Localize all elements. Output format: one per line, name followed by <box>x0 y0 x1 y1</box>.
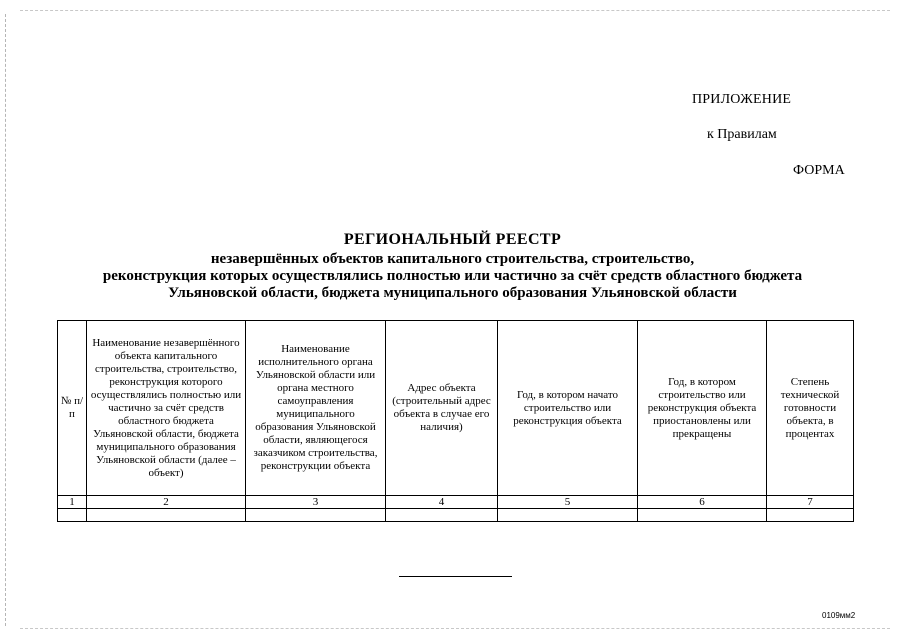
page-border-bottom <box>20 628 890 629</box>
column-number: 3 <box>246 496 386 509</box>
rules-reference: к Правилам <box>707 127 777 142</box>
appendix-label: ПРИЛОЖЕНИЕ <box>692 92 792 107</box>
form-label: ФОРМА <box>793 163 845 178</box>
page-border-left <box>5 14 6 626</box>
column-number: 1 <box>58 496 87 509</box>
table-cell <box>87 509 246 522</box>
table-cell <box>58 509 87 522</box>
column-header-customer-authority: Наименование исполнительного органа Ульяновской области или органа местного самоуправления муниципального образования Ульяновской области, являющегося заказчиком строительства, реконструкции объекта <box>246 321 386 496</box>
table-header-row <box>58 321 854 496</box>
column-number: 2 <box>87 496 246 509</box>
column-number: 6 <box>638 496 767 509</box>
table-cell <box>767 509 854 522</box>
page-border-top <box>20 10 890 11</box>
table-row <box>58 509 854 522</box>
document-subtitle-line-3: Ульяновской области, бюджета муниципального образования Ульяновской области <box>168 285 737 301</box>
document-title: РЕГИОНАЛЬНЫЙ РЕЕСТР <box>343 231 562 248</box>
table-cell <box>246 509 386 522</box>
separator-line <box>399 576 512 577</box>
column-header-number: № п/п <box>58 321 87 496</box>
column-number: 7 <box>767 496 854 509</box>
document-code: 0109мм2 <box>822 611 856 620</box>
column-header-address: Адрес объекта (строительный адрес объекта в случае его наличия) <box>386 321 498 496</box>
table-cell <box>638 509 767 522</box>
table-cell <box>498 509 638 522</box>
column-number: 5 <box>498 496 638 509</box>
table-column-numbers-row <box>58 496 854 509</box>
column-header-readiness: Степень технической готовности объекта, в процентах <box>767 321 854 496</box>
column-number: 4 <box>386 496 498 509</box>
column-header-start-year: Год, в котором начато строительство или реконструкция объекта <box>498 321 638 496</box>
document-subtitle-line-1: незавершённых объектов капитального строительства, строительство, <box>210 251 695 267</box>
column-header-suspension-year: Год, в котором строительство или реконструкция объекта приостановлены или прекращены <box>638 321 767 496</box>
table-cell <box>386 509 498 522</box>
document-subtitle-line-2: реконструкция которых осуществлялись полностью или частично за счёт средств областного бюджета <box>102 268 803 284</box>
column-header-object-name: Наименование незавершённого объекта капитального строительства, строительство, реконструкция которого осуществлялись полностью или частично за счёт средств областного бюджета Ульяновской области, бюджета муниципального образования Ульяновской области (далее – объект) <box>87 321 246 496</box>
registry-table <box>57 320 854 522</box>
